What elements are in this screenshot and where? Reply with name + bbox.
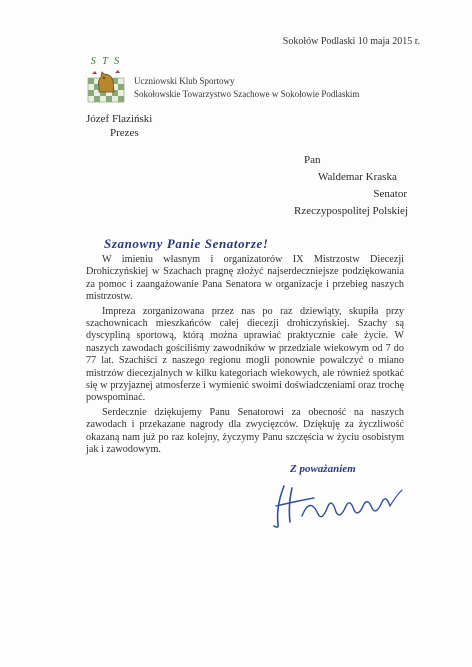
addressee-line-1: Pan <box>304 154 321 166</box>
club-logo <box>84 56 128 104</box>
letter-greeting: Szanowny Panie Senatorze! <box>104 236 269 251</box>
chess-knight-logo-icon <box>84 62 128 104</box>
addressee-line-3: Senator <box>373 188 407 200</box>
sender-name: Józef Flaziński <box>86 113 153 125</box>
sender-block <box>86 112 152 140</box>
logo-lettering: S T S <box>90 56 122 67</box>
club-name-block <box>134 75 359 101</box>
addressee-line-4: Rzeczypospolitej Polskiej <box>294 205 408 217</box>
letter-closing: Z poważaniem <box>290 463 356 475</box>
body-paragraph-1: W imieniu własnym i organizatorów IX Mistrzostw Diecezji Drohiczyńskiej w Szachach pragnę złożyć najserdeczniejsze podziękowania za pomoc i zaangażowanie Pana Senatora w organizacje i przebieg naszych mistrzostw. <box>86 254 404 303</box>
addressee-line-2: Waldemar Kraska <box>318 171 397 183</box>
handwritten-signature <box>262 476 412 532</box>
sender-role: Prezes <box>110 127 139 139</box>
club-line-1: Uczniowski Klub Sportowy <box>134 76 235 86</box>
addressee-block <box>0 152 408 220</box>
body-paragraph-2: Impreza zorganizowana przez nas po raz dziewiąty, skupiła przy szachownicach mieszkańców całej diecezji drohiczyńskiej. Szachy są dyscypliną sportową, którą można uprawiać praktycznie całe życie. W naszych zawodach gościliśmy zawodników w przedziale wiekowym od 7 do 77 lat. Szachiści z naszego regionu mogli ponownie powalczyć o miano mistrzów diecezjalnych w kilku kategoriach wiekowych, ale również spotkać się w przyjaznej atmosferze i wymienić swoimi doświadczeniami oraz trochę powspominać. <box>86 305 404 404</box>
body-paragraph-3: Serdecznie dziękujemy Panu Senatorowi za obecność na naszych zawodach i przekazane nagrody dla zwycięzców. Dziękuję za życzliwość okazaną nam już po raz kolejny, życzymy Panu szczęścia w życiu osobistym jak i zawodowym. <box>86 406 404 456</box>
date-line: Sokołów Podlaski 10 maja 2015 r. <box>282 36 420 47</box>
letter-body <box>86 254 404 459</box>
club-line-2: Sokołowskie Towarzystwo Szachowe w Sokołowie Podlaskim <box>134 89 360 99</box>
